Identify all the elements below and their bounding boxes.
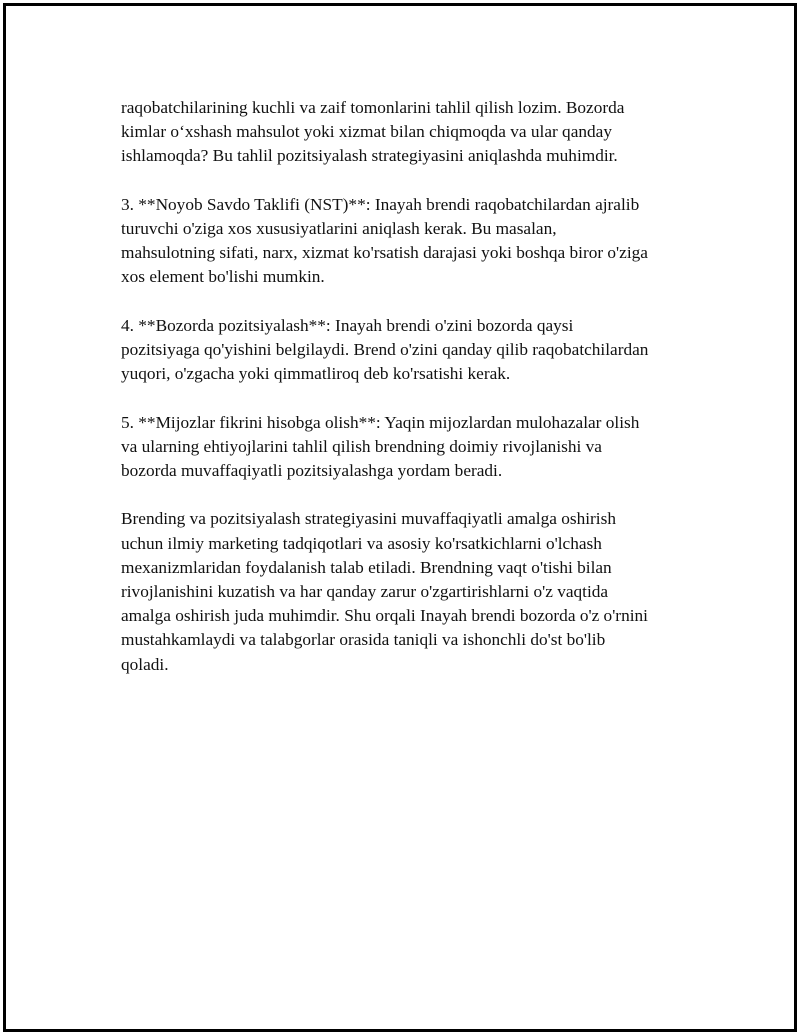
document-page bbox=[3, 3, 797, 1032]
paragraph-unique-selling-proposition: 3. **Noyob Savdo Taklifi (NST)**: Inayah brendi raqobatchilardan ajralib turuvchi o'ziga xos xususiyatlarini aniqlash kerak. Bu masalan, mahsulotning sifati, narx, xizmat ko'rsatish darajasi yoki boshqa biror o'ziga xos element bo'lishi mumkin. bbox=[121, 194, 648, 287]
document-body bbox=[121, 96, 691, 701]
paragraph-market-positioning: 4. **Bozorda pozitsiyalash**: Inayah brendi o'zini bozorda qaysi pozitsiyaga qo'yishini belgilaydi. Brend o'zini qanday qilib raqobatchilardan yuqori, o'zgacha yoki qimmatliroq deb ko'rsatishi kerak. bbox=[121, 315, 649, 384]
paragraph-customer-feedback: 5. **Mijozlar fikrini hisobga olish**: Yaqin mijozlardan mulohazalar olish va ularning ehtiyojlarini tahlil qilish brendning doimiy rivojlanishi va bozorda muvaffaqiyatli pozitsiyalashga yordam beradi. bbox=[121, 412, 640, 480]
paragraph-conclusion: Brending va pozitsiyalash strategiyasini muvaffaqiyatli amalga oshirish uchun ilmiy marketing tadqiqotlari va asosiy ko'rsatkichlarni o'lchash mexanizmlaridan foydalanish talab etiladi. Brendning vaqt o'tishi bilan rivojlanishini kuzatish va har qanday zarur o'zgartirishlarni o'z vaqtida amalga oshirish juda muhimdir. Shu orqali Inayah brendi bozorda o'z o'rnini mustahkamlaydi va talabgorlar orasida taniqli va ishonchli do'st bo'lib qoladi. bbox=[121, 509, 648, 674]
paragraph-competitor-analysis: raqobatchilarining kuchli va zaif tomonlarini tahlil qilish lozim. Bozorda kimlar o‘xshash mahsulot yoki xizmat bilan chiqmoqda va ular qanday ishlamoqda? Bu tahlil pozitsiyalash strategiyasini aniqlashda muhimdir. bbox=[121, 98, 625, 166]
